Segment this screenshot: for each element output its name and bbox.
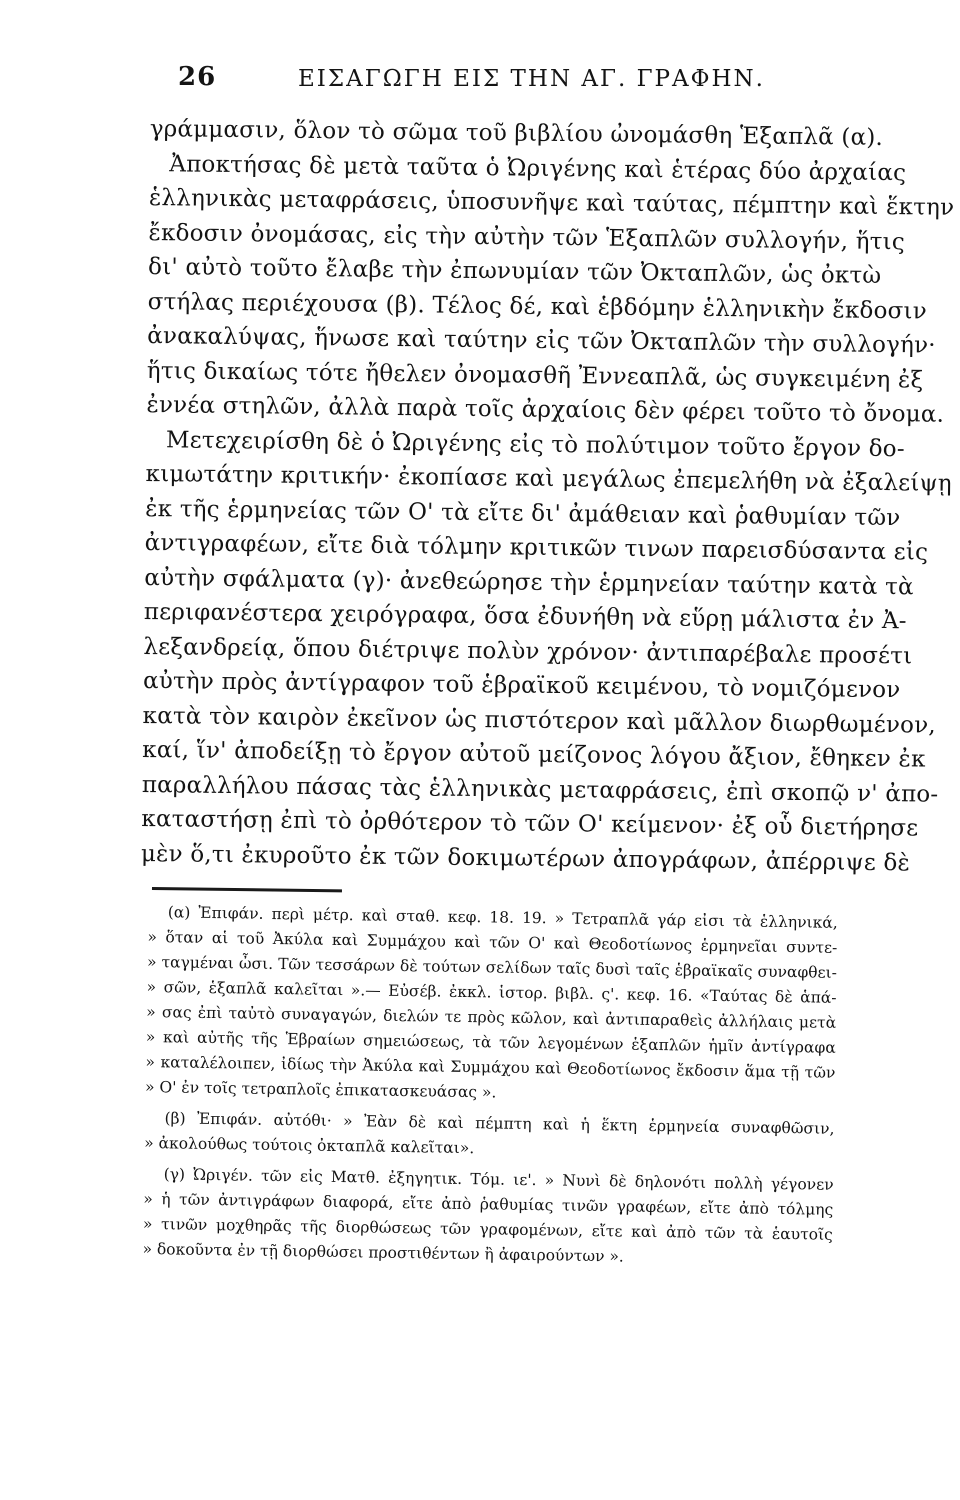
footnote-line: (α) Ἐπιφάν. περὶ μέτρ. καὶ σταθ. κεφ. 18. 19. » Τετραπλᾶ γάρ εἰσι τὰ ἑλληνικά,: [167, 903, 838, 932]
footnote-line: » σας ἐπὶ ταὐτὸ συναγαγών, διελών τε πρὸς κῶλον, καὶ ἀντιπαραθεὶς ἀλλήλαις μετὰ: [146, 1002, 837, 1032]
text-line: καί, ἵν' ἀποδείξῃ τὸ ἔργον αὐτοῦ μείζονος λόγου ἄξιον, ἔθηκεν ἐκ: [142, 736, 926, 773]
text-line: γράμμασιν, ὅλον τὸ σῶμα τοῦ βιβλίου ὠνομάσθη Ἑξαπλᾶ (α).: [149, 115, 884, 151]
footnote-line: » ἡ τῶν ἀντιγράφων διαφορά, εἴτε ἀπὸ ῥαθυμίας τινῶν γραφέων, εἴτε ἀπὸ τόλμης: [143, 1189, 834, 1219]
text-line: ἐκ τῆς ἑρμηνείας τῶν Ο' τὰ εἴτε δι' ἀμάθειαν καὶ ῥαθυμίαν τῶν: [144, 495, 901, 531]
text-line: καταστήσῃ ἐπὶ τὸ ὀρθότερον τὸ τῶν Ο' κείμενον· ἐξ οὗ διετήρησε: [141, 805, 919, 842]
text-line: ἀνακαλύψας, ἥνωσε καὶ ταύτην εἰς τῶν Ὀκταπλῶν τὴν συλλογήν·: [147, 322, 936, 359]
page-number: 26: [178, 62, 217, 92]
text-line: ἀντιγραφέων, εἴτε διὰ τόλμην κριτικῶν τινων παρεισδύσαντα εἰς: [144, 529, 929, 566]
footnote-line: » δοκοῦντα ἐν τῇ διορθώσει προστιθέντων ἢ ἀφαιρούντων ».: [142, 1239, 624, 1266]
footnote-separator: [152, 887, 342, 892]
footnote-alpha: [145, 900, 838, 1111]
text-line: ἔκδοσιν ὀνομάσας, εἰς τὴν αὐτὴν τῶν Ἑξαπλῶν συλλογήν, ἥτις: [148, 219, 906, 255]
text-line: ἑλληνικὰς μεταφράσεις, ὑποσυνῆψε καὶ ταύτας, πέμπτην καὶ ἕκτην: [148, 184, 955, 221]
footnote-line: » ὅταν αἱ τοῦ Ἀκύλα καὶ Συμμάχου καὶ τῶν Ο' καὶ Θεοδοτίωνος ἑρμηνεῖαι συντε-: [147, 927, 838, 957]
text-line: κατὰ τὸν καιρὸν ἐκεῖνον ὡς πιστότερον καὶ μᾶλλον διωρθωμένον,: [142, 702, 937, 739]
footnote-line: » ταγμέναι ὦσι. Τῶν τεσσάρων δὲ τούτων σελίδων ταῖς δυσὶ ταῖς ἑβραϊκαῖς συναφθει-: [146, 952, 838, 982]
main-text: [140, 112, 955, 879]
footnote-beta: [144, 1106, 835, 1167]
footnotes: [142, 900, 838, 1279]
footnote-line: (γ) Ὠριγέν. τῶν εἰς Ματθ. ἐξηγητικ. Τόμ. ιε'. » Νυνὶ δὲ δηλονότι πολλὴ γέγονεν: [163, 1165, 834, 1194]
footnote-line: » καταλέλοιπεν, ἰδίως τὴν Ἀκύλα καὶ Συμμάχου καὶ Θεοδοτίωνος ἔκδοσιν ἅμα τῇ τῶν: [145, 1052, 836, 1082]
text-line: μὲν ὅ,τι ἐκυροῦτο ἐκ τῶν δοκιμωτέρων ἀπογράφων, ἀπέρριψε δὲ: [140, 840, 911, 876]
text-line: παραλλήλου πάσας τὰς ἑλληνικὰς μεταφράσεις, ἐπὶ σκοπῷ ν' ἀπο-: [141, 771, 939, 808]
footnote-line: » καὶ αὐτῆς τῆς Ἑβραίων σημειώσεως, τὰ τῶν λεγομένων ἑξαπλῶν ἡμῖν ἀντίγραφα: [145, 1027, 836, 1057]
text-line: Μετεχειρίσθη δὲ ὁ Ὠριγένης εἰς τὸ πολύτιμον τοῦτο ἔργον δο-: [165, 426, 905, 462]
text-line: κιμωτάτην κριτικήν· ἐκοπίασε καὶ μεγάλως ἐπεμελήθη νὰ ἐξαλείψῃ: [145, 460, 952, 497]
text-line: ἐννέα στηλῶν, ἀλλὰ παρὰ τοῖς ἀρχαίοις δὲν φέρει τοῦτο τὸ ὄνομα.: [146, 391, 945, 428]
text-line: περιφανέστερα χειρόγραφα, ὅσα ἐδυνήθη νὰ εὕρῃ μάλιστα ἐν Ἀ-: [143, 598, 907, 635]
text-line: αὐτὴν πρὸς ἀντίγραφον τοῦ ἑβραϊκοῦ κειμένου, τὸ νομιζόμενον: [142, 667, 901, 704]
page-header: [178, 62, 818, 98]
text-line: δι' αὐτὸ τοῦτο ἔλαβε τὴν ἐπωνυμίαν τῶν Ὀκταπλῶν, ὡς ὀκτὼ: [147, 253, 882, 289]
footnote-line: » σῶν, ἑξαπλᾶ καλεῖται ».— Εὐσέβ. ἐκκλ. ἱστορ. βιβλ. ς'. κεφ. 16. «Ταύτας δὲ ἁπά-: [146, 977, 837, 1007]
text-line: στήλας περιέχουσα (β). Τέλος δέ, καὶ ἑβδόμην ἑλληνικὴν ἔκδοσιν: [147, 288, 928, 325]
text-line: λεξανδρείᾳ, ὅπου διέτριψε πολὺν χρόνον· ἀντιπαρέβαλε προσέτι: [143, 633, 913, 669]
footnote-line: » Ο' ἐν τοῖς τετραπλοῖς ἐπικατασκευάσας ».: [144, 1077, 497, 1102]
text-line: αὐτὴν σφάλματα (γ)· ἀνεθεώρησε τὴν ἑρμηνείαν ταύτην κατὰ τὰ: [144, 564, 914, 600]
text-line: Ἀποκτήσας δὲ μετὰ ταῦτα ὁ Ὠριγένης καὶ ἑτέρας δύο ἀρχαίας: [169, 150, 907, 186]
running-title: ΕΙΣΑΓΩΓΗ ΕΙΣ ΤΗΝ ΑΓ. ΓΡΑΦΗΝ.: [298, 66, 765, 92]
footnote-line: » ἀκολούθως τούτοις ὀκταπλᾶ καλεῖται».: [144, 1133, 475, 1158]
footnote-gamma: [142, 1162, 833, 1273]
footnote-line: (β) Ἐπιφάν. αὐτόθι· » Ἐὰν δὲ καὶ πέμπτη καὶ ἡ ἕκτη ἑρμηνεία συναφθῶσιν,: [164, 1109, 835, 1138]
text-line: ἥτις δικαίως τότε ἤθελεν ὀνομασθῆ Ἐννεαπλᾶ, ὡς συγκειμένη ἐξ: [146, 357, 924, 393]
footnote-line: » τινῶν μοχθηρᾶς τῆς διορθώσεως τῶν γραφομένων, εἴτε καὶ ἀπὸ τῶν τὰ ἑαυτοῖς: [142, 1214, 833, 1244]
